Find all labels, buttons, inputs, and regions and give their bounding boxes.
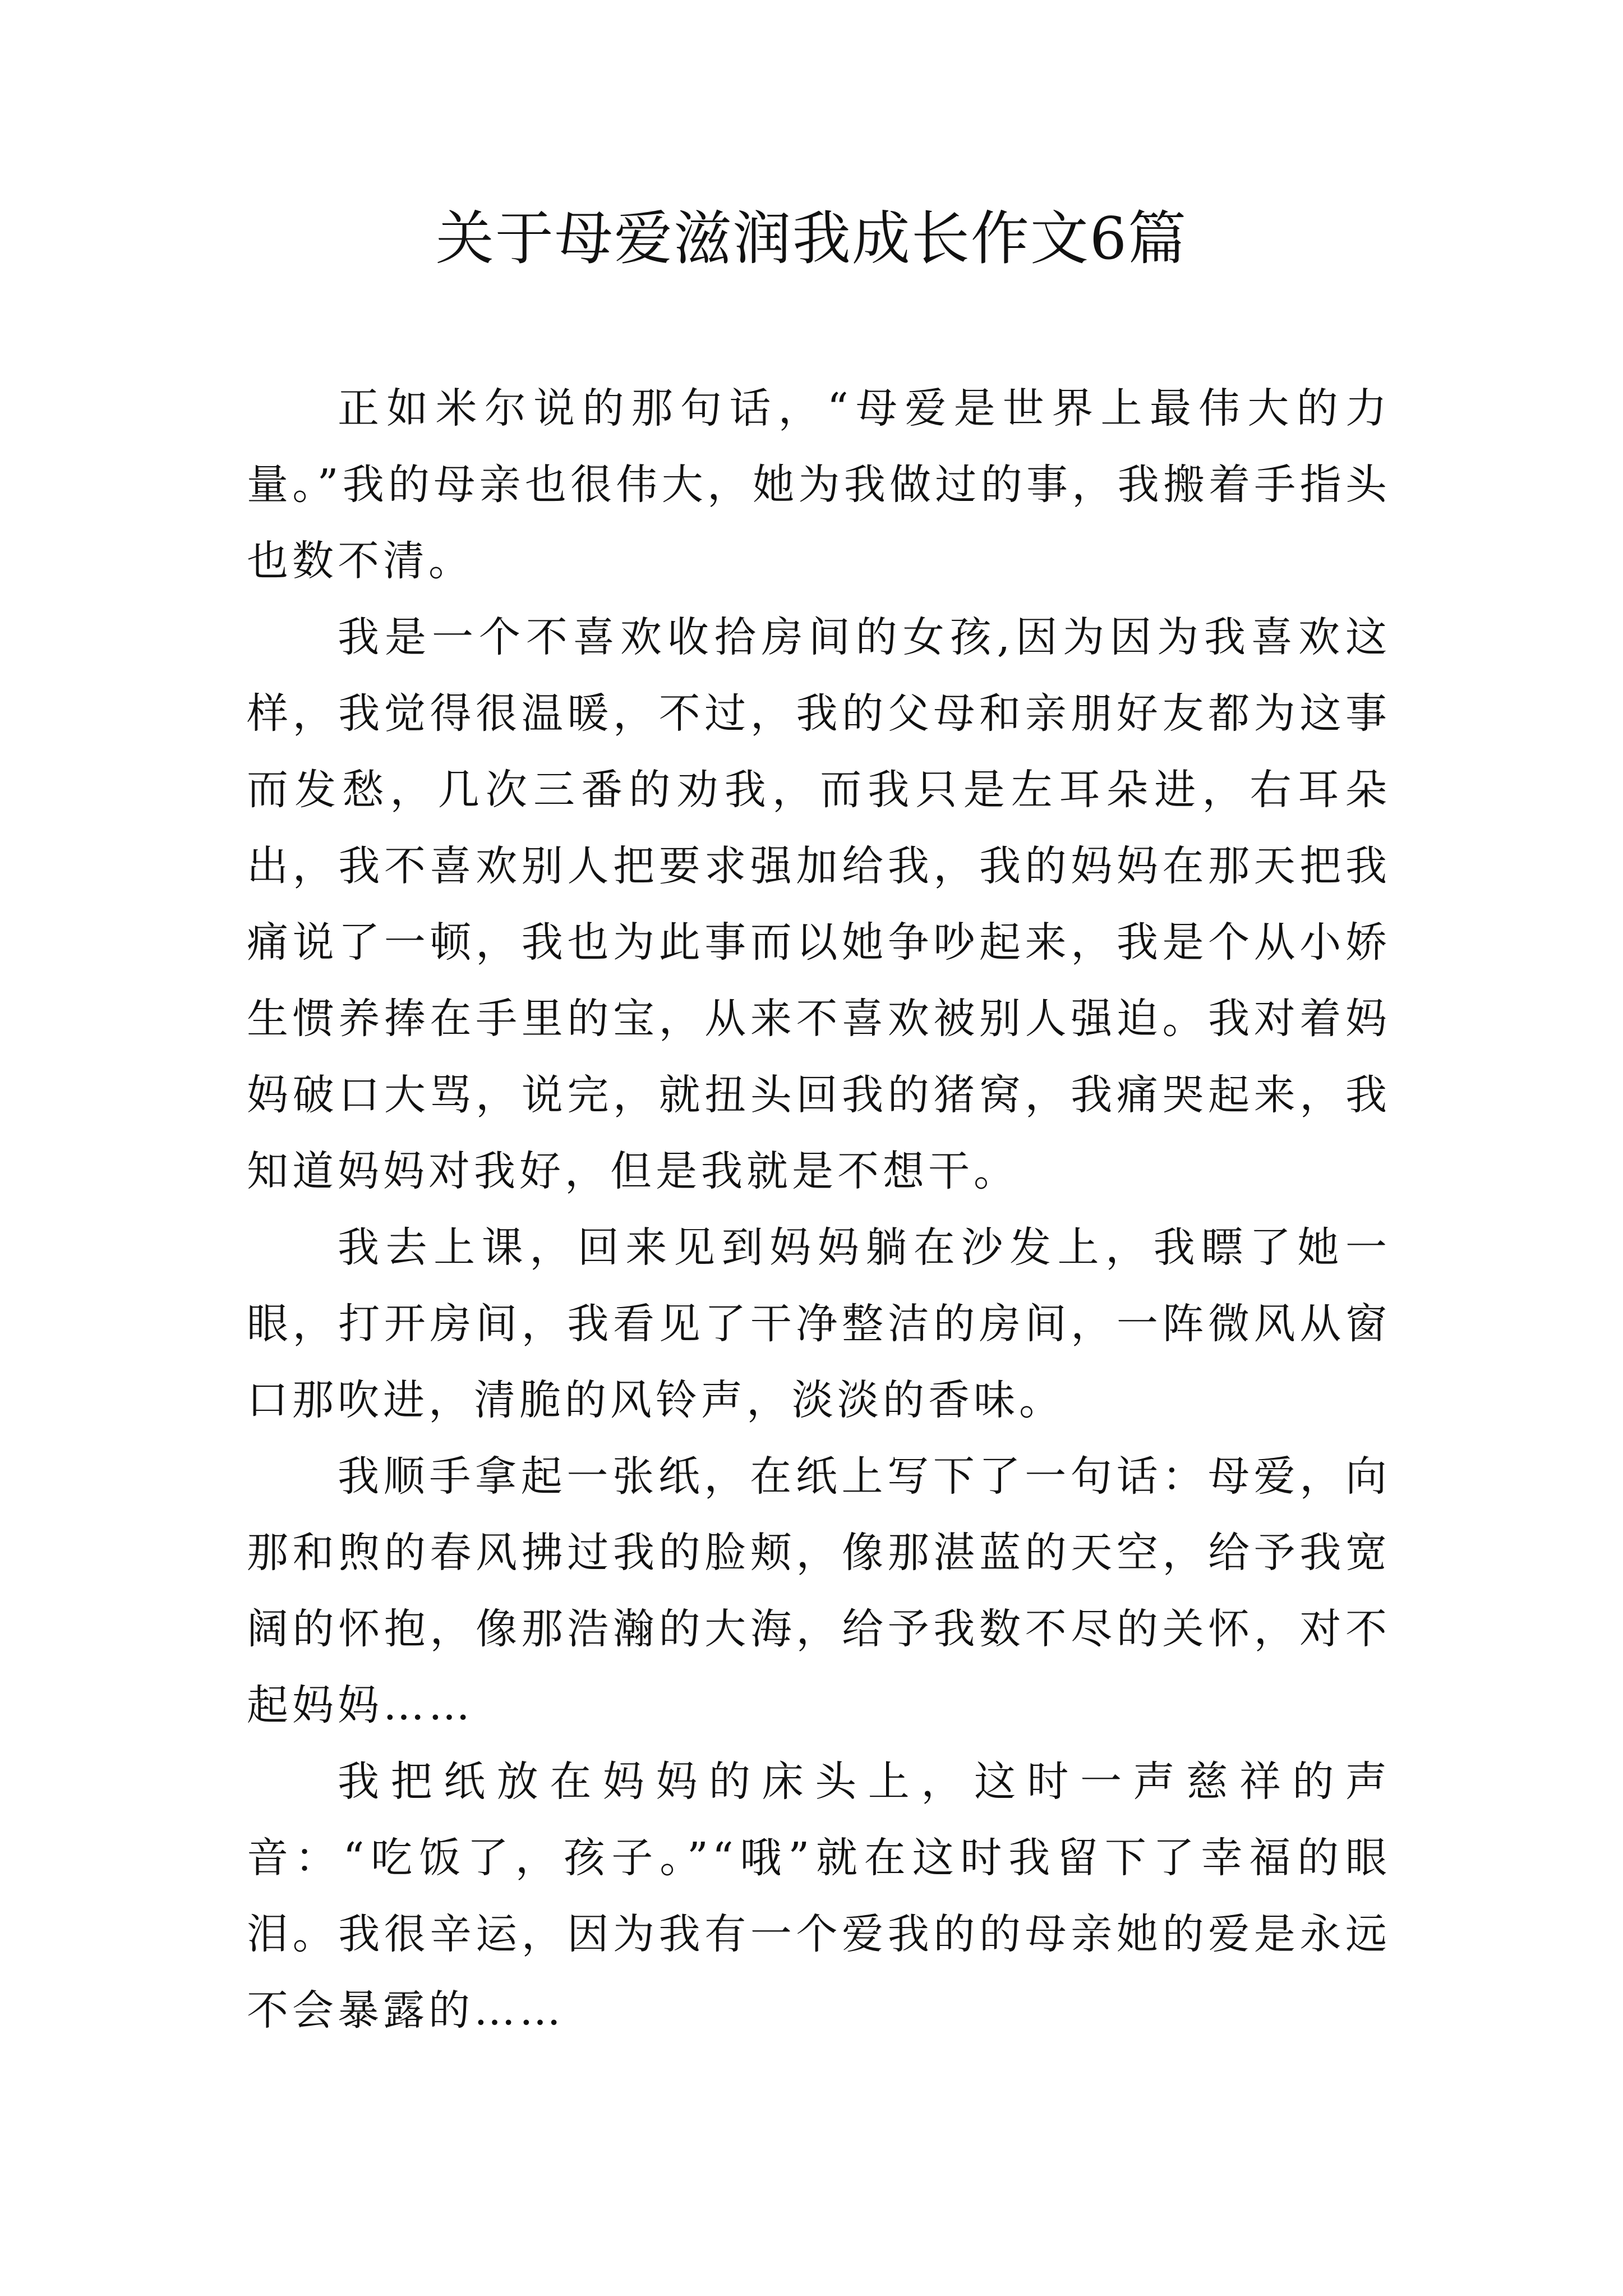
document-body: [247, 370, 1391, 2049]
paragraph: 我把纸放在妈妈的床头上，这时一声慈祥的声音：“吃饭了，孩子。”“哦”就在这时我留下了幸福的眼泪。我很辛运，因为我有一个爱我的的母亲她的爱是永远不会暴露的……: [247, 1757, 1391, 2035]
paragraph: 我去上课，回来见到妈妈躺在沙发上，我瞟了她一眼，打开房间，我看见了干净整洁的房间，一阵微风从窗口那吹进，清脆的风铃声，淡淡的香味。: [247, 1223, 1391, 1424]
paragraph: 我顺手拿起一张纸，在纸上写下了一句话：母爱，向那和煦的春风拂过我的脸颊，像那湛蓝的天空，给予我宽阔的怀抱，像那浩瀚的大海，给予我数不尽的关怀，对不起妈妈……: [247, 1452, 1391, 1729]
paragraph: 正如米尔说的那句话，“母爱是世界上最伟大的力量。”我的母亲也很伟大，她为我做过的事，我搬着手指头也数不清。: [247, 384, 1391, 585]
document-title: 关于母爱滋润我成长作文6篇: [435, 204, 1188, 273]
paragraph: 我是一个不喜欢收拾房间的女孩,因为因为我喜欢这样，我觉得很温暖，不过，我的父母和亲朋好友都为这事而发愁，几次三番的劝我，而我只是左耳朵进，右耳朵出，我不喜欢别人把要求强加给我，我的妈妈在那天把我痛说了一顿，我也为此事而以她争吵起来，我是个从小娇生惯养捧在手里的宝，从来不喜欢被别人强迫。我对着妈妈破口大骂，说完，就扭头回我的猪窝，我痛哭起来，我知道妈妈对我好，但是我就是不想干。: [247, 613, 1391, 1195]
